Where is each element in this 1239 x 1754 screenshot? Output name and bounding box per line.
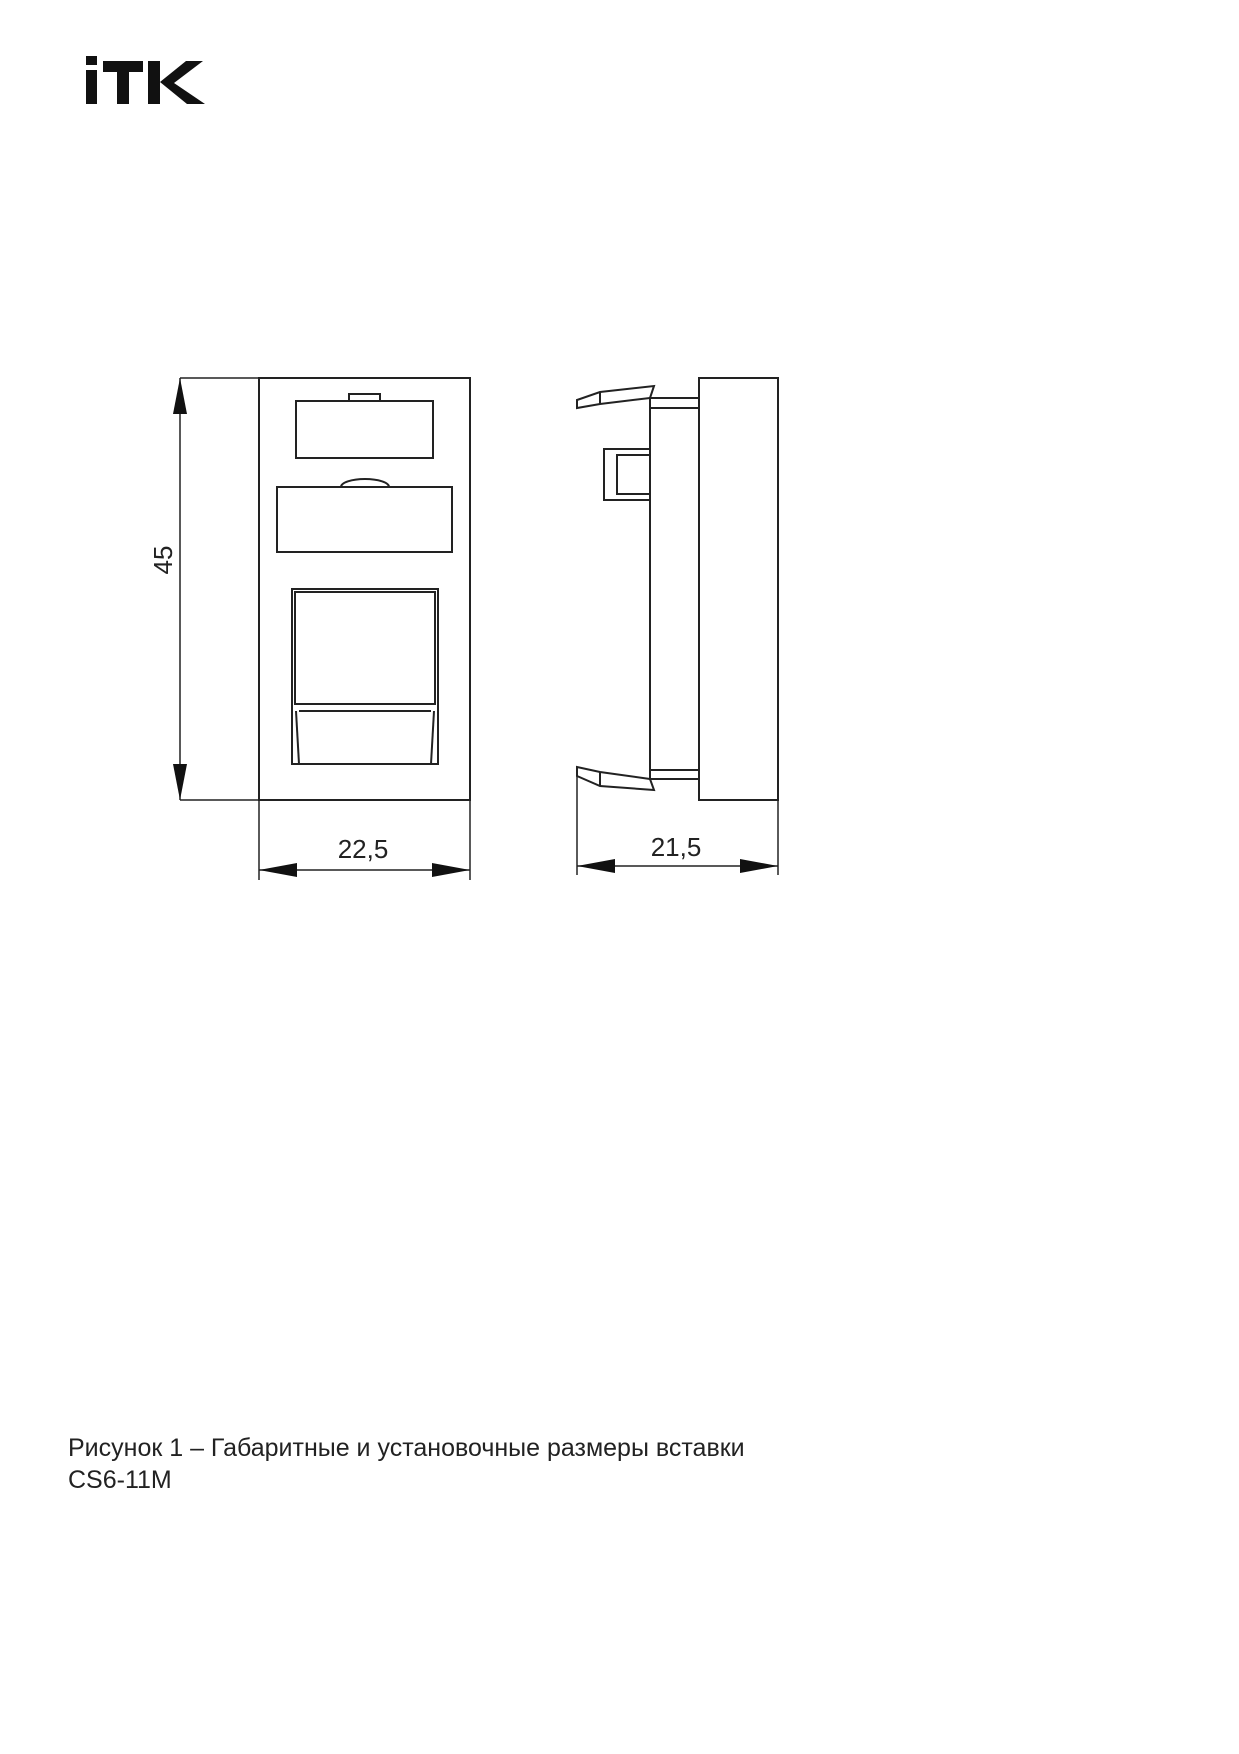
arrow-left	[259, 863, 297, 877]
width-label: 22,5	[337, 834, 389, 864]
caption-line-1: Рисунок 1 – Габаритные и установочные размеры вставки	[68, 1434, 745, 1462]
front-view	[259, 378, 470, 800]
arrow-up	[173, 378, 187, 414]
figure-caption	[68, 1432, 745, 1496]
height-label: 45	[148, 545, 178, 575]
arrow-right	[432, 863, 470, 877]
side-view	[577, 378, 778, 800]
depth-label: 21,5	[650, 832, 702, 862]
height-dimension-line	[180, 378, 259, 800]
arrow-right	[740, 859, 778, 873]
caption-line-2: CS6-11M	[68, 1466, 172, 1494]
arrow-left	[577, 859, 615, 873]
arrow-down	[173, 764, 187, 800]
